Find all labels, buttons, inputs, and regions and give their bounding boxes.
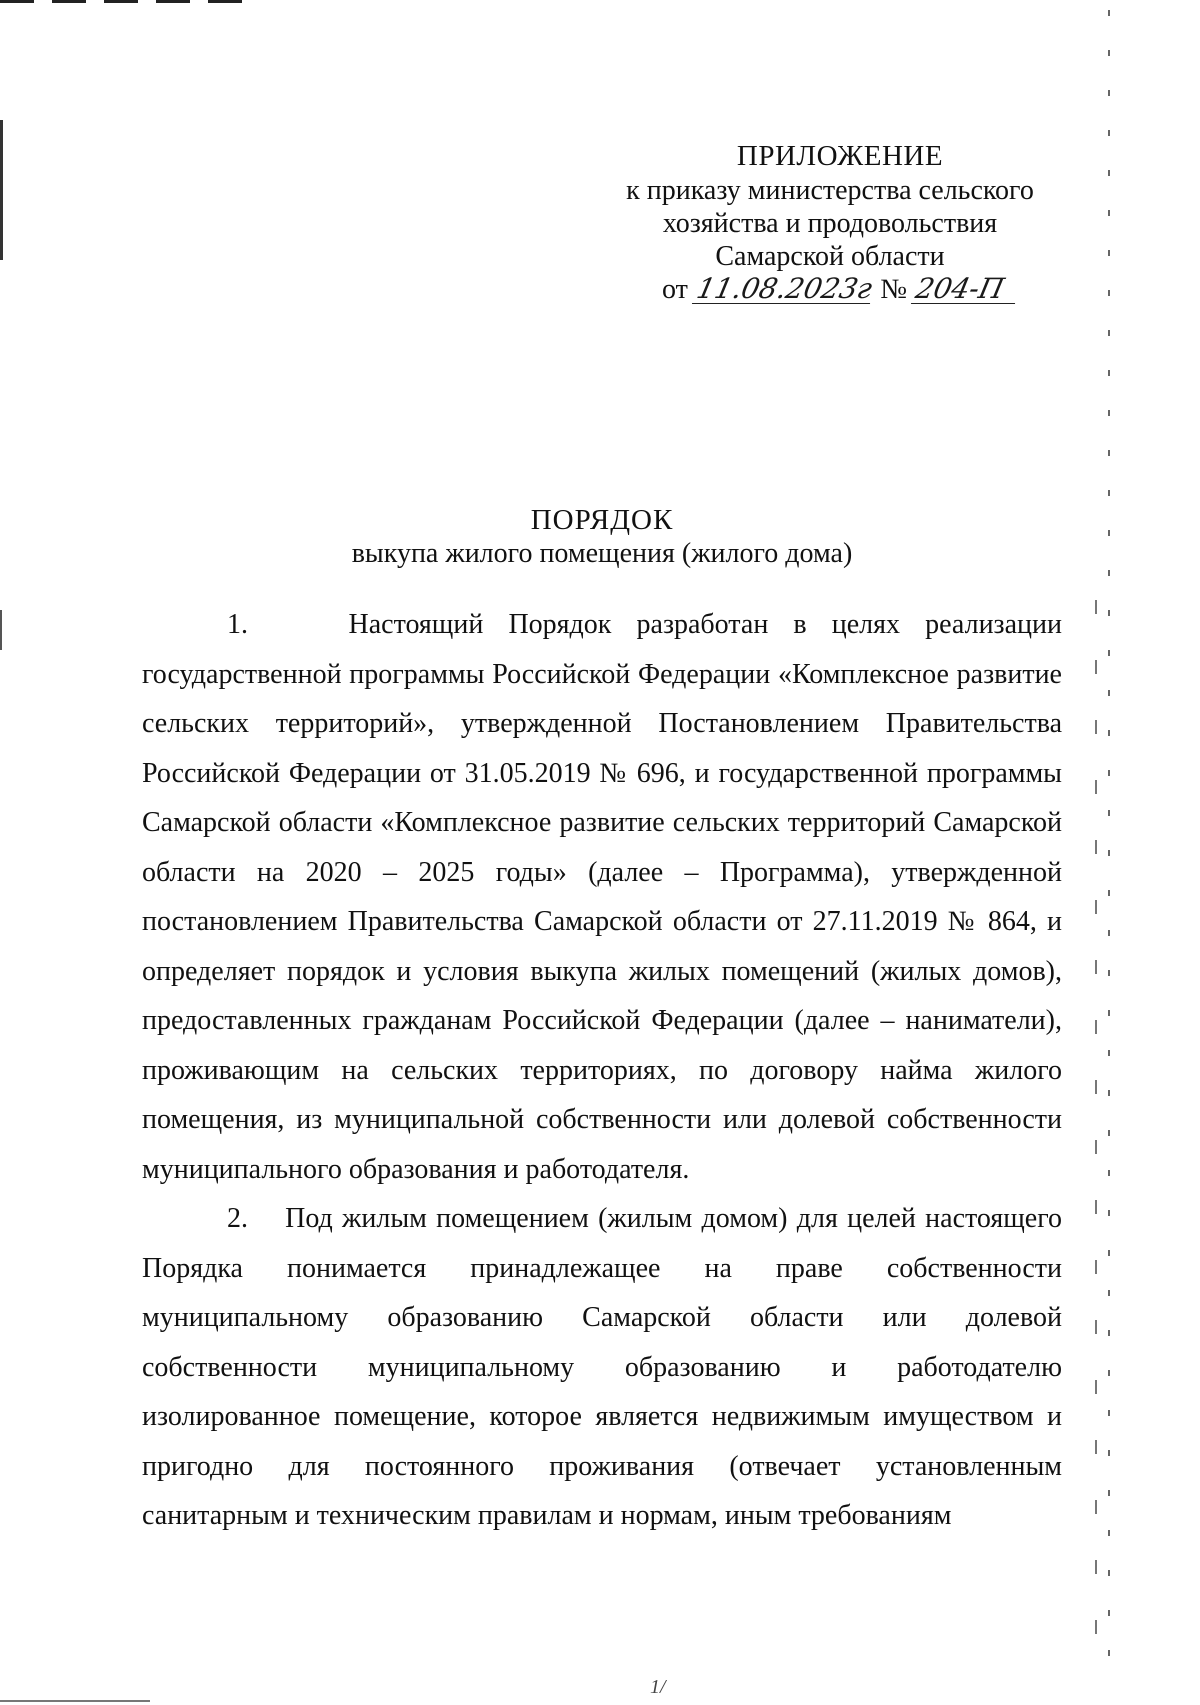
order-line: [580, 273, 1100, 306]
order-prefix: от: [661, 274, 688, 305]
scan-margin-line: [1108, 10, 1110, 1690]
approval-line: хозяйства и продовольствия: [662, 208, 998, 239]
scan-margin-line: [1095, 600, 1097, 1680]
document-title: ПОРЯДОК: [530, 504, 674, 536]
order-number-label: №: [880, 274, 908, 305]
paragraph-text: Под жилым помещением (жилым домом) для целей настоящего Порядка понимается принадлежащее на праве собственности муниципальному образованию Самарской области или долевой собственности муниципальному образованию и работодателю изолированное помещение, которое является недвижимым имуществом и пригодно для постоянного проживания (отвечает установленным санитарным и техническим правилам и нормам, иным требованиям: [142, 1203, 1063, 1531]
footer-mark: 1/: [650, 1676, 666, 1698]
scan-margin-line: [0, 120, 3, 260]
paragraph-text: Настоящий Порядок разработан в целях реализации государственной программы Российской Федерации «Комплексное развитие сельских территорий», утвержденной Постановлением Правительства Российской Федерации от 31.05.2019 № 696, и государственной программы Самарской области «Комплексное развитие сельских территорий Самарской области на 2020 – 2025 годы» (далее – Программа), утвержденной постановлением Правительства Самарской области от 27.11.2019 № 864, и определяет порядок и условия выкупа жилых помещений (жилых домов), предоставленных гражданам Российской Федерации (далее – наниматели), проживающим на сельских территориях, по договору найма жилого помещения, из муниципальной собственности или долевой собственности муниципального образования и работодателя.: [142, 609, 1062, 1185]
approval-line: Самарской области: [715, 241, 945, 272]
order-number-handwritten: 204-П: [911, 275, 1021, 304]
document-subtitle: выкупа жилого помещения (жилого дома): [351, 538, 853, 569]
approval-title: ПРИЛОЖЕНИЕ: [736, 140, 944, 172]
scan-margin-line: [0, 610, 2, 650]
scan-edge-bottom: [0, 1700, 150, 1702]
paragraph-number: 1.: [227, 609, 248, 640]
paragraph: [142, 1194, 1062, 1541]
document-body: [142, 600, 1062, 1541]
paragraph: [142, 600, 1062, 1194]
paragraph-number: 2.: [227, 1203, 248, 1234]
order-date-handwritten: 11.08.2023г: [693, 272, 876, 305]
approval-block: [560, 140, 1100, 306]
scan-edge-top: [0, 0, 260, 3]
document-heading: [142, 503, 1062, 571]
approval-line: к приказу министерства сельского: [626, 175, 1034, 206]
